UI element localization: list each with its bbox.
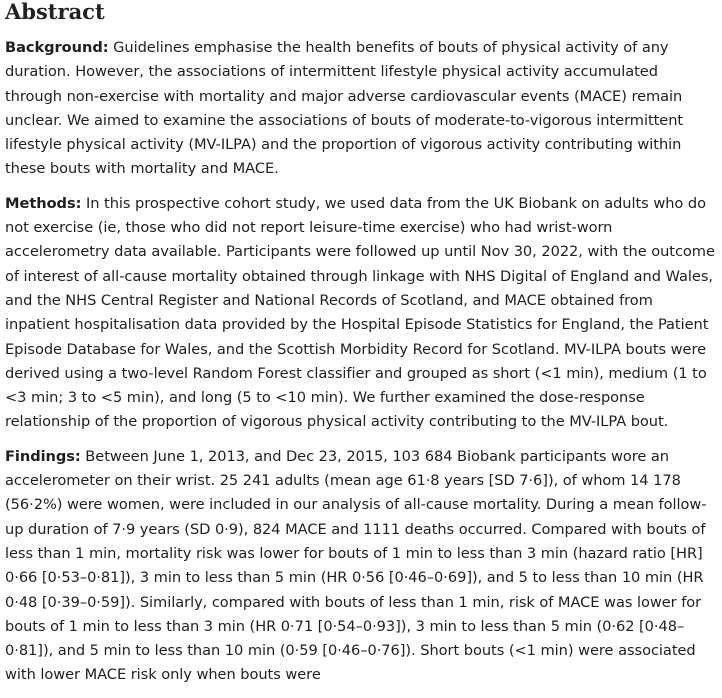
findings-text: Between June 1, 2013, and Dec 23, 2015, 103 684 Biobank participants wore an accelerometer on their wrist. 25 241 adults (mean age 61·8 years [SD 7·6]), of whom 14 178 (56·2%) were women, were included in our analysis of all-cause mortality. During a mean follow-up duration of 7·9 years (SD 0·9), 824 MACE and 1111 deaths occurred. Compared with bouts of less than 1 min, mortality risk was lower for bouts of 1 min to less than 3 min (hazard ratio [HR] 0·66 [0·53–0·81]), 3 min to less than 5 min (HR 0·56 [0·46–0·69]), and 5 to less than 10 min (HR 0·48 [0·39–0·59]). Similarly, compared with bouts of less than 1 min, risk of MACE was lower for bouts of 1 min to less than 3 min (HR 0·71 [0·54–0·93]), 3 min to less than 5 min (0·62 [0·48–0·81]), and 5 min to less than 10 min (0·59 [0·46–0·76]). Short bouts (<1 min) were associated with lower MACE risk only when bouts were — [5, 447, 707, 684]
methods-paragraph — [5, 192, 719, 435]
background-paragraph — [5, 36, 719, 182]
abstract-heading: Abstract — [5, 0, 105, 24]
findings-paragraph — [5, 445, 719, 688]
background-label: Background: — [5, 39, 109, 56]
findings-label: Findings: — [5, 447, 81, 465]
methods-text: In this prospective cohort study, we used data from the UK Biobank on adults who do not exercise (ie, those who did not report leisure-time exercise) who had wrist-worn accelerometry data available. Participants were followed up until Nov 30, 2022, with the outcome of interest of all-cause mortality obtained through linkage with NHS Digital of England and Wales, and the NHS Central Register and National Records of Scotland, and MACE obtained from inpatient hospitalisation data provided by the Hospital Episode Statistics for England, the Patient Episode Database for Wales, and the Scottish Morbidity Record for Scotland. MV-ILPA bouts were derived using a two-level Random Forest classifier and grouped as short (<1 min), medium (1 to <3 min; 3 to <5 min), and long (5 to <10 min). We further examined the dose-response relationship of the proportion of vigorous physical activity contributing to the MV-ILPA bout. — [5, 194, 715, 431]
methods-label: Methods: — [5, 194, 82, 212]
abstract-page — [5, 0, 719, 698]
background-text: Guidelines emphasise the health benefits of bouts of physical activity of any duration. However, the associations of intermittent lifestyle physical activity accumulated through non-exercise with mortality and major adverse cardiovascular events (MACE) remain unclear. We aimed to examine the associations of bouts of moderate-to-vigorous intermittent lifestyle physical activity (MV-ILPA) and the proportion of vigorous activity contributing within these bouts with mortality and MACE. — [5, 39, 684, 178]
